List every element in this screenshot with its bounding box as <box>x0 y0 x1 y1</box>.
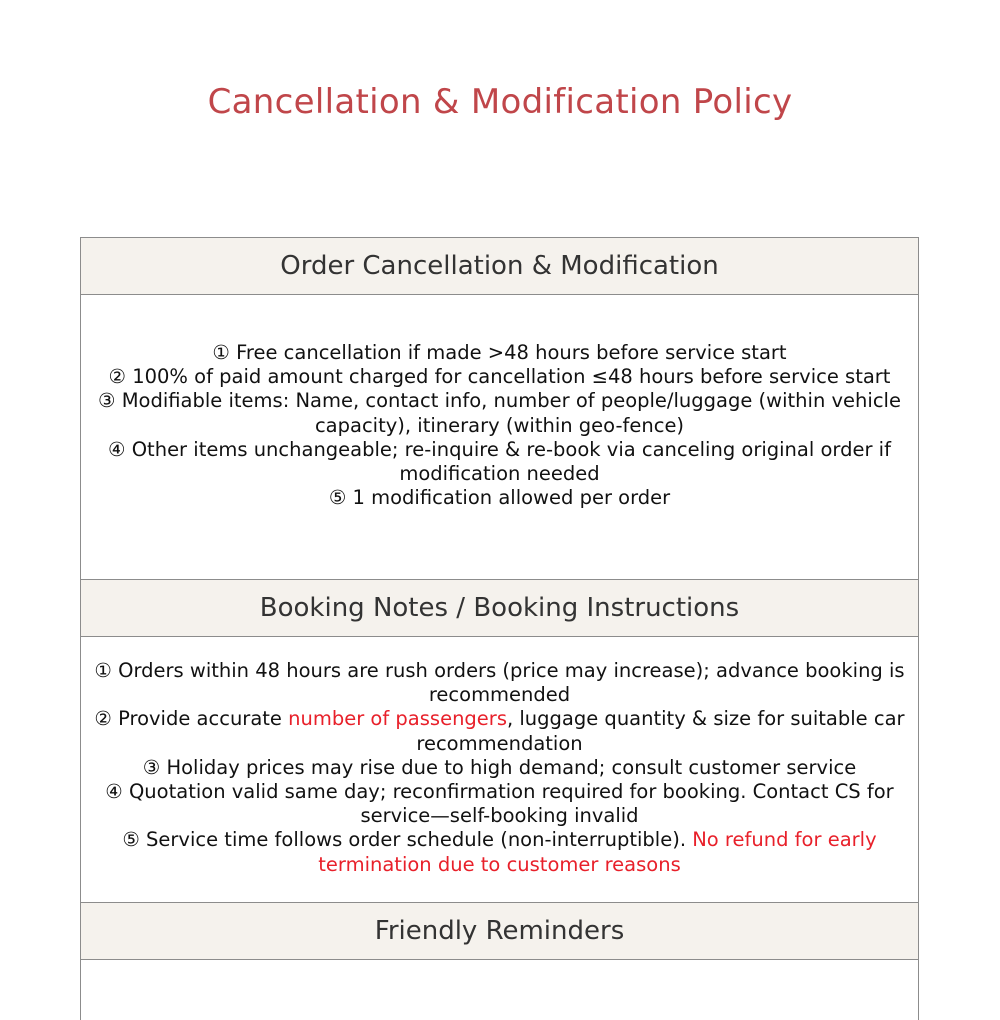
section-body-order-cancellation <box>81 295 918 580</box>
highlight-number-of-passengers: number of passengers <box>288 707 507 731</box>
section-header-booking-notes: Booking Notes / Booking Instructions <box>81 580 918 637</box>
policy-item-free-cancellation: ① Free cancellation if made >48 hours before service start <box>212 341 787 364</box>
booking-note-holiday-prices: ③ Holiday prices may rise due to high demand; consult customer service <box>142 755 857 779</box>
booking-note-quotation-validity: ④ Quotation valid same day; reconfirmation required for booking. Contact CS for service—self-booking invalid <box>105 780 894 828</box>
highlight-no-refund: No refund for early termination due to customer reasons <box>318 828 877 876</box>
policy-item-unchangeable-items: ④ Other items unchangeable; re-inquire & re-book via canceling original order if modification needed <box>108 437 891 486</box>
policy-table <box>80 237 919 1020</box>
section-header-friendly-reminders: Friendly Reminders <box>81 903 918 960</box>
policy-item-modification-limit: ⑤ 1 modification allowed per order <box>328 486 671 510</box>
page-title: Cancellation & Modification Policy <box>207 82 793 122</box>
booking-note-rush-orders: ① Orders within 48 hours are rush orders (price may increase); advance booking is recommended <box>94 659 905 707</box>
policy-item-modifiable-items: ③ Modifiable items: Name, contact info, number of people/luggage (within vehicle capacity), itinerary (within geo-fence) <box>98 389 901 437</box>
section-header-order-cancellation: Order Cancellation & Modification <box>81 238 918 295</box>
booking-note-service-time <box>93 828 906 876</box>
booking-note-passenger-suffix: , luggage quantity & size for suitable car recommendation <box>416 707 905 755</box>
section-body-friendly-reminders <box>81 960 918 1020</box>
policy-item-full-charge: ② 100% of paid amount charged for cancellation ≤48 hours before service start <box>108 365 891 389</box>
booking-note-service-prefix: ⑤ Service time follows order schedule (non-interruptible). <box>122 828 693 852</box>
booking-note-passenger-info <box>93 707 906 755</box>
booking-note-passenger-prefix: ② Provide accurate <box>94 707 289 731</box>
section-body-booking-notes <box>81 637 918 903</box>
